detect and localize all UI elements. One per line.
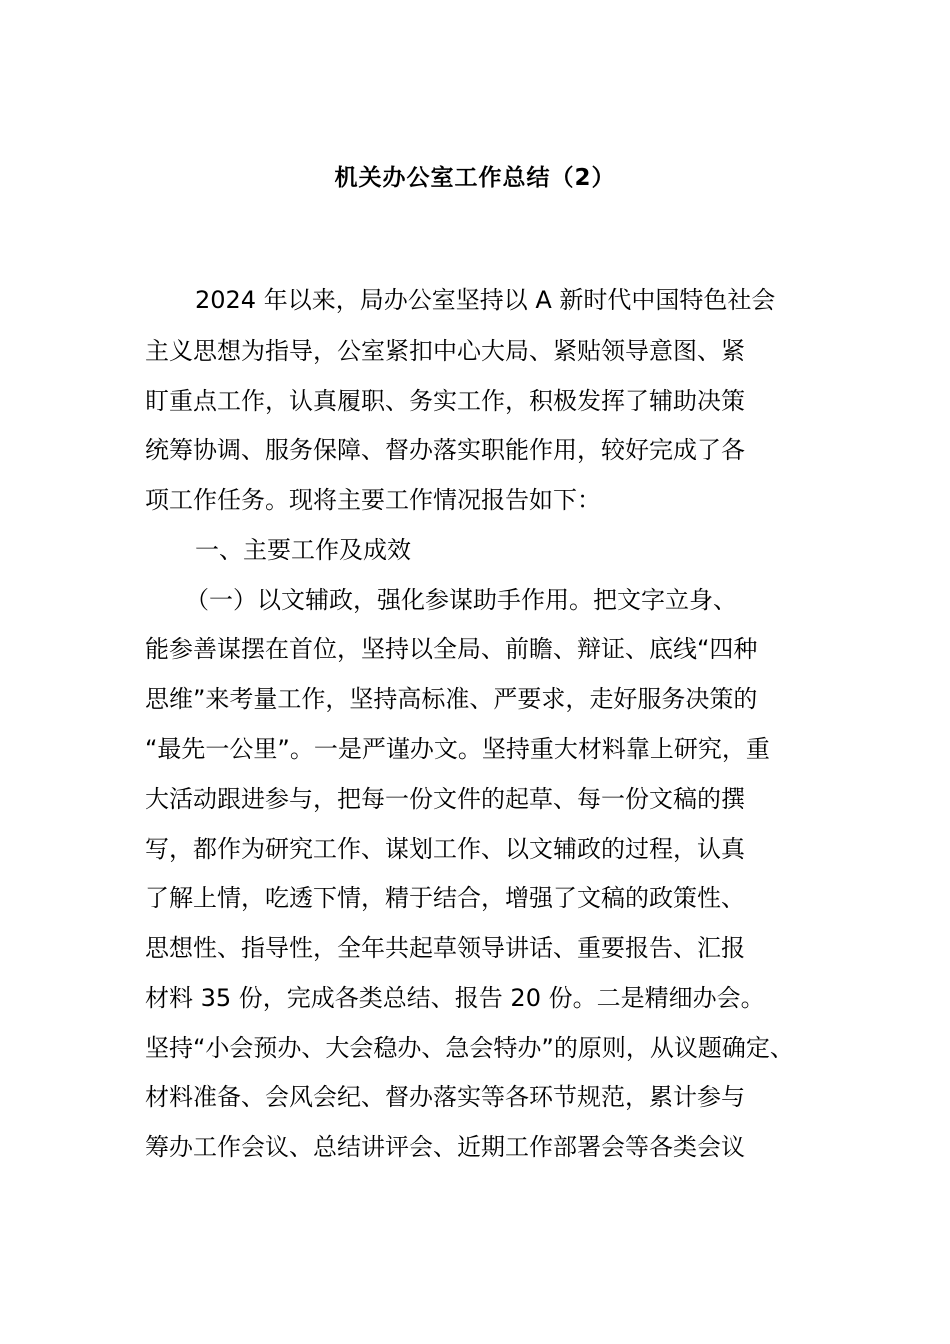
paragraph-line: 思维”来考量工作，坚持高标准、严要求，走好服务决策的 (145, 685, 758, 713)
paragraph-line: 项工作任务。现将主要工作情况报告如下： (145, 486, 601, 514)
section-heading: 一、主要工作及成效 (195, 536, 411, 564)
paragraph-line: 筹办工作会议、总结讲评会、近期工作部署会等各类会议 (145, 1133, 745, 1161)
paragraph-line: “最先一公里”。一是严谨办文。坚持重大材料靠上研究，重 (145, 735, 770, 763)
document-title: 机关办公室工作总结（2） (334, 165, 616, 191)
paragraph-line: 能参善谋摆在首位，坚持以全局、前瞻、辩证、底线“四种 (145, 635, 758, 663)
paragraph-line: （一）以文辅政，强化参谋助手作用。把文字立身、 (185, 586, 737, 614)
paragraph-line: 材料 35 份，完成各类总结、报告 20 份。二是精细办会。 (145, 984, 765, 1012)
paragraph-line: 统筹协调、服务保障、督办落实职能作用，较好完成了各 (145, 436, 745, 464)
paragraph-line: 2024 年以来，局办公室坚持以 A 新时代中国特色社会 (195, 286, 776, 314)
paragraph-line: 了解上情，吃透下情，精于结合，增强了文稿的政策性、 (145, 884, 745, 912)
paragraph-line: 思想性、指导性，全年共起草领导讲话、重要报告、汇报 (145, 934, 745, 962)
paragraph-line: 盯重点工作，认真履职、务实工作，积极发挥了辅助决策 (145, 387, 745, 415)
paragraph-line: 坚持“小会预办、大会稳办、急会特办”的原则，从议题确定、 (145, 1034, 794, 1062)
paragraph-line: 大活动跟进参与，把每一份文件的起草、每一份文稿的撰 (145, 785, 745, 813)
paragraph-line: 材料准备、会风会纪、督办落实等各环节规范，累计参与 (145, 1083, 745, 1111)
paragraph-line: 写，都作为研究工作、谋划工作、以文辅政的过程，认真 (145, 835, 745, 863)
paragraph-line: 主义思想为指导，公室紧扣中心大局、紧贴领导意图、紧 (145, 337, 745, 365)
